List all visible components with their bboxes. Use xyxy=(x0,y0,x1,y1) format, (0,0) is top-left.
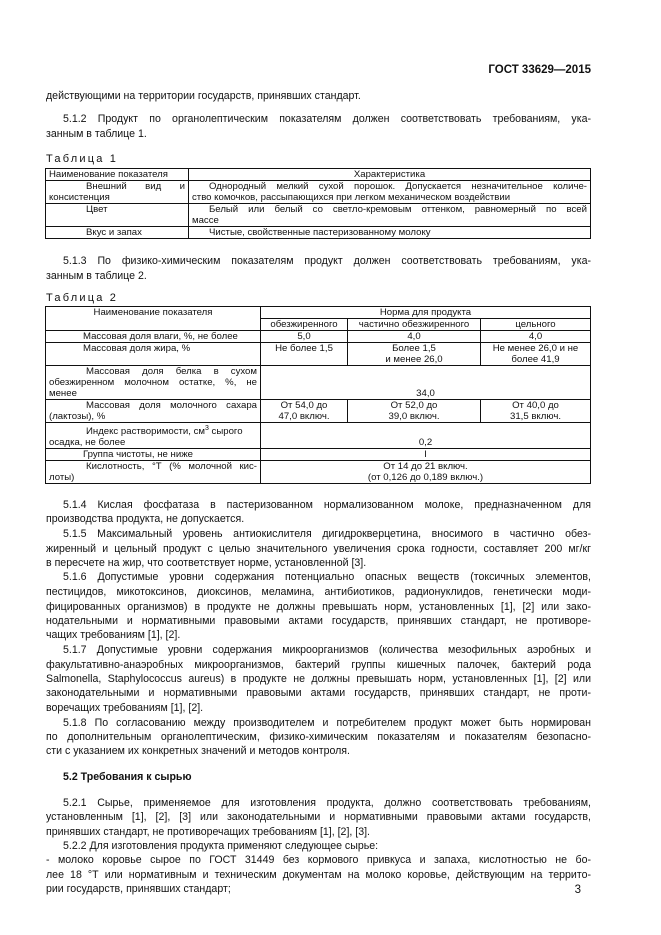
p521-line-1: 5.2.1 Сырье, применяемое для изготовления продукта, должно соответствовать требованиям, xyxy=(63,797,591,809)
fat-value-partial: Более 1,5 и менее 26,0 xyxy=(348,343,481,366)
p517-line-3: Salmonella, Staphylococcus aureus) в продукте не должны превышать норм, установленных [1], [2] или xyxy=(46,673,591,685)
table-row xyxy=(46,449,591,461)
p516-line-2: пестицидов, микотоксинов, диоксинов, меламина, антибиотиков, радионуклидов, генетически моди- xyxy=(46,586,591,598)
fat-value-skim: Не более 1,5 xyxy=(261,343,348,366)
sugar-value-whole: От 40,0 до 31,5 включ. xyxy=(481,400,591,423)
table1-row3-value: Чистые, свойственные пастеризованному молоку xyxy=(189,227,591,239)
page-number: 3 xyxy=(574,884,581,896)
solubility-value: 0,2 xyxy=(261,423,591,449)
p515-line-1: 5.1.5 Максимальный уровень антиокислителя дигидрокверцетина, вносимого в частично обез- xyxy=(63,528,591,540)
sugar-value-skim: От 54,0 до 47,0 включ. xyxy=(261,400,348,423)
moisture-value-whole: 4,0 xyxy=(481,331,591,343)
p512-line-1: 5.1.2 Продукт по органолептическим показателям должен соответствовать требованиям, ука- xyxy=(63,113,591,125)
table-row xyxy=(46,400,591,423)
p518-line-2: по дополнительным органолептическим, физико-химическим показателям и показателям безопасно- xyxy=(46,731,591,743)
purity-name: Группа чистоты, не ниже xyxy=(46,449,261,461)
p515-line-2: жиренный и цельный продукт с целью значительного увеличения срока годности, составляет 200 мг/кг xyxy=(46,543,591,555)
table-row xyxy=(46,461,591,484)
p513-line-2: занным в таблице 2. xyxy=(46,270,147,282)
p513-line-1: 5.1.3 По физико-химическим показателям продукт должен соответствовать требованиям, ука- xyxy=(63,255,591,267)
table2-subheader-partial: частично обезжиренного xyxy=(348,319,481,331)
p512-line-2: занным в таблице 1. xyxy=(46,128,147,140)
acidity-value: От 14 до 21 включ. (от 0,126 до 0,189 включ.) xyxy=(261,461,591,484)
table1-caption: Таблица 1 xyxy=(46,153,119,165)
p516-line-1: 5.1.6 Допустимые уровни содержания потенциально опасных веществ (токсичных элементов, xyxy=(63,571,591,583)
fat-value-whole: Не менее 26,0 и не более 41,9 xyxy=(481,343,591,366)
p518-line-1: 5.1.8 По согласованию между производителем и потребителем продукт может быть нормирован xyxy=(63,717,591,729)
table-2 xyxy=(45,306,591,484)
p514-line-2: производства продукта, не допускается. xyxy=(46,513,245,525)
table2-header-norm: Норма для продукта xyxy=(261,307,591,319)
p521-line-3: принявших стандарт, не противоречащих требованиям [1], [2], [3]. xyxy=(46,826,371,838)
p515-line-3: в пересчете на жир, что соответствует норме, установленной [3]. xyxy=(46,557,367,569)
table1-header-name: Наименование показателя xyxy=(46,169,189,181)
p518-line-3: сти с указанием их конкретных значений и методов контроля. xyxy=(46,745,350,757)
table1-row1-name: Внешний вид и консистенция xyxy=(46,181,189,204)
p517-line-2: факультативно-анаэробных микроорганизмов, бактерий группы кишечных палочек, бактерий рода xyxy=(46,659,591,671)
purity-value: I xyxy=(261,449,591,461)
p516-line-4: нодательными и нормативными правовыми актами государств, принявших стандарт, не противоре- xyxy=(46,615,591,627)
solubility-name: Индекс растворимости, $см^3$ сырого осадка, не более xyxy=(46,423,261,449)
table-row xyxy=(46,366,591,400)
document-code: ГОСТ 33629—2015 xyxy=(488,64,591,76)
table-row xyxy=(46,423,591,449)
section-heading-5-2: 5.2 Требования к сырью xyxy=(63,771,192,783)
p522-line-3: лее 18 °Т или нормативным и техническим документам на молоко коровье, действующим на террито- xyxy=(46,869,591,881)
acidity-name: Кислотность, °Т (% молочной кис- лоты) xyxy=(46,461,261,484)
table1-row2-value: Белый или белый со светло-кремовым оттенком, равномерный по всей массе xyxy=(189,204,591,227)
table2-header-name: Наименование показателя xyxy=(46,307,261,331)
table-row xyxy=(46,227,591,239)
protein-value: 34,0 xyxy=(261,366,591,400)
sugar-name: Массовая доля молочного сахара (лактозы), % xyxy=(46,400,261,423)
table1-row2-name: Цвет xyxy=(46,204,189,227)
table-row xyxy=(46,181,591,204)
table1-row1-value: Однородный мелкий сухой порошок. Допускается незначительное количе- ство комочков, рассыпающихся при легком механическом воздействии xyxy=(189,181,591,204)
table1-row3-name: Вкус и запах xyxy=(46,227,189,239)
p521-line-2: установленным [1], [2], [3] или законодательными и нормативными правовыми актами государств, xyxy=(46,811,591,823)
fat-name: Массовая доля жира, % xyxy=(46,343,261,366)
table-row xyxy=(46,204,591,227)
p517-line-4: законодательными и нормативными правовыми актами государств, принявших стандарт, не проти- xyxy=(46,687,591,699)
p516-line-5: чащих требованиям [1], [2]. xyxy=(46,629,181,641)
p517-line-1: 5.1.7 Допустимые уровни содержания микроорганизмов (количества мезофильных аэробных и xyxy=(63,644,591,656)
table-row xyxy=(46,331,591,343)
p516-line-3: фицированных организмов) в продукте не должны превышать норм, установленных [1], [2] или зако- xyxy=(46,601,591,613)
p522-line-4: рии государств, принявших стандарт; xyxy=(46,883,231,895)
p522-line-1: 5.2.2 Для изготовления продукта применяют следующее сырье: xyxy=(63,840,379,852)
table2-caption: Таблица 2 xyxy=(46,292,119,304)
moisture-name: Массовая доля влаги, %, не более xyxy=(46,331,261,343)
p522-line-2: - молоко коровье сырое по ГОСТ 31449 без кормового привкуса и запаха, кислотностью не бо- xyxy=(46,854,591,866)
protein-name: Массовая доля белка в сухом обезжиренном молочном остатке, %, не менее xyxy=(46,366,261,400)
table1-header-value: Характеристика xyxy=(189,169,591,181)
p514-line-1: 5.1.4 Кислая фосфатаза в пастеризованном нормализованном молоке, предназначенном для xyxy=(63,499,591,511)
p517-line-5: воречащих требованиям [1], [2]. xyxy=(46,702,204,714)
table2-subheader-skim: обезжиренного xyxy=(261,319,348,331)
sugar-value-partial: От 52,0 до 39,0 включ. xyxy=(348,400,481,423)
moisture-value-partial: 4,0 xyxy=(348,331,481,343)
table2-subheader-whole: цельного xyxy=(481,319,591,331)
table-1 xyxy=(45,168,591,239)
table-row xyxy=(46,343,591,366)
moisture-value-skim: 5,0 xyxy=(261,331,348,343)
intro-line: действующими на территории государств, принявших стандарт. xyxy=(46,90,361,102)
